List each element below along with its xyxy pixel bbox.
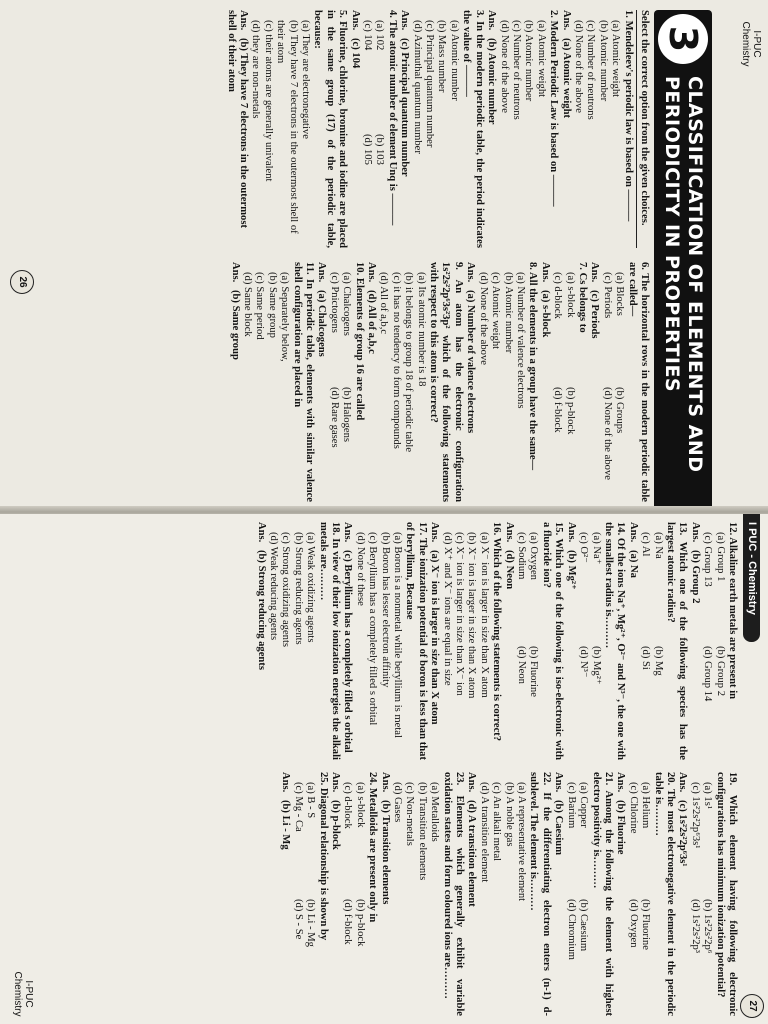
left-running-head-line1: I-PUC (751, 30, 762, 58)
option-pair (577, 522, 589, 760)
answer-label: Ans. (466, 772, 478, 793)
answer-option: (b) 103 (374, 134, 386, 165)
option-pair (361, 10, 373, 248)
question-text: 10. Elements of group 16 are called (353, 262, 365, 421)
answer-option: (b) Fluorine (640, 899, 652, 950)
answer-option: (a) Atomic weight (535, 20, 547, 98)
answer-option: (c) X⁻ ion is larger in size than X⁻ ion (454, 532, 466, 696)
option-pair (515, 522, 527, 760)
answer-option: (d) None of these (354, 532, 366, 606)
answer-option: (d) Same block (242, 272, 253, 337)
answer-value: (b) Transition elements (379, 800, 391, 905)
answer-line (224, 10, 249, 248)
answer-value: (c) Beryllium has a completely filled s orbital (342, 550, 354, 753)
instructions: Select the correct option from the given choices. (636, 10, 650, 248)
answer-label: Ans. (238, 10, 249, 31)
question-text: 11. In periodic table, elements with similar valence shell configuration are placed in (291, 262, 316, 502)
answer-option: (b) Groups (614, 387, 626, 434)
answer-line (559, 10, 571, 248)
answer-label: Ans. (229, 262, 241, 283)
answer-label: Ans. (589, 262, 601, 283)
answer-line (398, 10, 410, 248)
option-pair (613, 262, 625, 502)
right-footer (12, 964, 34, 1024)
answer-value: (b) Atomic number (486, 38, 498, 125)
question-text: 25. Diagonal relationship is shown by (317, 772, 329, 941)
answer-line (676, 772, 688, 1016)
answer-option: (b) Strong reducing agents (292, 532, 304, 645)
answer-option: (a) Oxygen (528, 532, 540, 580)
question-text: 23. Elements which generally exhibit variable oxidation states and form coloured ions are……… (441, 772, 466, 1016)
answer-option: (b) it belongs to group 18 of periodic table (403, 272, 415, 453)
answer-option: (b) Li - Mg (305, 899, 317, 947)
answer-value: (a) Chalcogens (316, 290, 328, 357)
answer-option: (d) Neon (516, 646, 528, 684)
question-text: 16. Which of the following statements is correct? (491, 522, 503, 742)
answer-label: Ans. (255, 522, 267, 543)
answer-option: (a) 1s¹ (702, 782, 714, 810)
question-text: 20. The most electronegative element in the periodic table is……… (652, 772, 676, 1016)
answer-option: (c) Same period (254, 272, 266, 340)
answer-option: (b) Caesium (578, 899, 590, 952)
answer-option: (d) None of the above (498, 20, 510, 113)
answer-option: (b) 1s²2s²2p⁶ (702, 899, 714, 954)
answer-option: (d) S - Se (292, 899, 304, 940)
answer-option: (d) Weak reducing agents (267, 532, 279, 641)
option-pair (600, 262, 612, 502)
answer-option: (d) Oxygen (627, 899, 639, 948)
option-pair (304, 772, 316, 1016)
answer-option: (a) s-block (564, 272, 576, 318)
answer-label: Ans. (399, 10, 411, 31)
answer-option: (b) They have 7 electrons in the outermost shell of their atom (275, 20, 299, 234)
option-pair (701, 522, 713, 760)
answer-label: Ans. (503, 522, 515, 543)
answer-line (626, 522, 638, 760)
answer-option: (a) Group 1 (714, 532, 726, 582)
answer-value: (a) Atomic weight (560, 38, 572, 119)
answer-line (365, 262, 377, 502)
answer-option: (c) Mg - Ca (292, 782, 304, 832)
answer-option: (a) Weak oxidizing agents (305, 532, 317, 643)
answer-option: (b) Halogens (341, 387, 353, 443)
answer-option: (a) Copper (578, 782, 590, 828)
answer-option: (a) Separately below, (279, 272, 291, 362)
answer-label: Ans. (486, 10, 498, 31)
answer-line (464, 262, 476, 502)
answer-option: (d) None of the above (477, 272, 489, 365)
question-text: 8. All the elements in a group have the same— (527, 262, 539, 471)
right-column-1 (254, 522, 738, 760)
left-page-number: 26 (10, 270, 34, 294)
answer-option: (c) Principal quantum number (424, 20, 436, 148)
right-footer-line2: Chemistry (12, 971, 23, 1017)
left-running-head (740, 14, 762, 74)
answer-option: (c) Periods (601, 272, 613, 319)
answer-value: (a) s-block (539, 290, 551, 338)
answer-option: (b) Same group (266, 272, 278, 338)
answer-line (428, 522, 440, 760)
answer-option: (a) Blocks (614, 272, 626, 316)
answer-option: (c) d-block (552, 272, 564, 319)
answer-value: (c) Principal quantum number (399, 38, 411, 177)
answer-value: (a) X⁻ ion is larger in size than X atom (429, 550, 441, 725)
answer-value: (c) Periods (589, 290, 601, 339)
question-text: 21. Among the following the element with highest electro positivity is……… (590, 772, 614, 1016)
answer-option: (c) Barium (565, 782, 577, 829)
answer-option: (a) Number of valence electrons (514, 272, 526, 409)
option-pair (626, 772, 638, 1016)
answer-option: (c) Group 13 (702, 532, 714, 587)
answer-option: (b) p-block (564, 387, 576, 435)
option-pair (353, 772, 365, 1016)
answer-option: (b) Mg (652, 646, 664, 676)
answer-option: (c) Atomic weight (490, 272, 502, 350)
answer-option: (d) 105 (362, 134, 374, 165)
question-text: 18. In view of their low ionization energies the alkali metals are……… (317, 522, 341, 760)
answer-line (254, 522, 266, 760)
answer-option: (c) Number of neutrons (585, 20, 597, 120)
option-pair (291, 772, 303, 1016)
answer-value: (b) Caesium (553, 800, 565, 856)
answer-label: Ans. (677, 772, 689, 793)
answer-option: (a) Atomic number (448, 20, 460, 101)
answer-option: (a) X⁻ ion is larger in size than X atom (478, 532, 490, 698)
question-text: 7. Cs belongs to (576, 262, 588, 333)
option-pair (688, 772, 700, 1016)
option-pair (564, 772, 576, 1016)
answer-option: (d) they are non-metals (250, 20, 262, 119)
answer-option: (b) A noble gas (503, 782, 515, 847)
answer-option: (a) Boron is a nonmetal while beryllium is metal (392, 532, 404, 738)
question-text: 13. Which one of the following species has the largest atomic radius? (664, 522, 689, 760)
answer-line (279, 772, 291, 1016)
answer-line (564, 522, 576, 760)
answer-option: (c) it has no tendency to form compounds (390, 272, 402, 449)
chapter-title (660, 76, 706, 504)
answer-line (348, 10, 360, 248)
answer-option: (d) Azimuthal quantum number (411, 20, 423, 154)
answer-label: Ans. (560, 10, 572, 31)
question-text: 3. In the modern periodic table, the period indicates the value of ——— (461, 10, 485, 248)
option-pair (551, 262, 563, 502)
answer-option: (d) Si (640, 646, 652, 670)
answer-label: Ans. (565, 522, 577, 543)
question-text: 22. If the differentiating electron enters (n-1) d-sublevel. The element is……… (528, 772, 552, 1016)
answer-option: (d) f-block (342, 899, 354, 945)
answer-option: (a) B - S (305, 782, 317, 819)
option-pair (341, 772, 353, 1016)
answer-value: (d) All of a,b,c (366, 290, 378, 354)
answer-line (341, 522, 353, 760)
option-pair (327, 262, 339, 502)
right-column-2 (279, 772, 738, 1016)
answer-line (329, 772, 341, 1016)
answer-option: (d) f-block (552, 387, 564, 433)
answer-option: (c) Strong oxidizing agents (280, 532, 292, 648)
answer-line (502, 522, 514, 760)
option-pair (651, 522, 663, 760)
answer-label: Ans. (689, 522, 701, 543)
answer-option: (b) Atomic number (597, 20, 609, 102)
answer-option: (d) None of the above (601, 387, 613, 480)
question-text: 15. Which one of the following is iso-electronic with a fluoride ion? (540, 522, 565, 760)
answer-option: (c) O²⁻ (578, 532, 590, 563)
answer-option: (a) They are electronegative (300, 20, 312, 139)
chapter-title-line2: PERIODICITY IN PROPERTIES (661, 76, 683, 393)
answer-option: (c) Chlorine (627, 782, 639, 834)
answer-option: (c) d-block (342, 782, 354, 829)
answer-value: (c) 104 (349, 38, 361, 69)
answer-option: (b) Fluorine (528, 646, 540, 697)
answer-value: (a) Na (627, 550, 639, 578)
answer-option: (c) Al (640, 532, 652, 557)
answer-value: (b) Strong reducing agents (255, 550, 267, 670)
answer-option: (b) Transition elements (416, 782, 428, 881)
answer-value: (a) Number of valence electrons (465, 290, 477, 434)
answer-option: (a) Na⁺ (590, 532, 602, 565)
answer-option: (c) An alkali metal (491, 782, 503, 862)
question-text: 14. Of the ions Na⁺, Mg²⁺, O²⁻ and N³⁻, the one with the smallest radius is……… (602, 522, 627, 760)
question-text: 17. The ionization potential of boron is less than that of beryllium, Because (404, 522, 428, 760)
answer-label: Ans. (553, 772, 565, 793)
question-text: 4. The atomic number of element Unq is ——— (386, 10, 398, 226)
answer-option: (c) their atoms are generally univalent (262, 20, 274, 182)
answer-line (688, 522, 700, 760)
right-running-head: I PUC - Chemistry (743, 514, 760, 642)
option-pair (340, 262, 352, 502)
answer-option: (d) A transition element (478, 782, 490, 883)
answer-label: Ans. (280, 772, 292, 793)
answer-option: (b) Mass number (436, 20, 448, 93)
answer-line (552, 772, 564, 1016)
question-text: 1. Mendeleev's periodic law is based on ——— (622, 10, 634, 222)
answer-label: Ans. (342, 522, 354, 543)
answer-option: (c) Sodium (516, 532, 528, 580)
option-pair (527, 522, 539, 760)
question-text: 19. Which element having following electronic configurations has minimum ionization potential? (714, 772, 738, 1016)
question-text: 5. Fluorine, chlorine, bromine and iodine are placed in the same group (17) of the periodic table, because: (312, 10, 349, 248)
answer-label: Ans. (539, 262, 551, 283)
answer-line (538, 262, 550, 502)
left-column-2 (228, 262, 650, 502)
answer-option: (c) Pnictogens (328, 272, 340, 333)
option-pair (639, 772, 651, 1016)
answer-option: (d) X⁺ and X⁻ ions are equal in size (441, 532, 453, 686)
answer-line (378, 772, 390, 1016)
question-text: 2. Modern Periodic Law is based on ——— (548, 10, 560, 207)
question-text: 24. Metalloids are present only in (367, 772, 379, 923)
answer-option: (d) All of a,b,c (378, 272, 390, 335)
answer-label: Ans. (330, 772, 341, 793)
left-column-1 (224, 10, 650, 248)
answer-option: (c) 104 (362, 20, 374, 51)
option-pair (639, 522, 651, 760)
answer-option: (d) 1s²2s²2p³ (689, 899, 701, 953)
option-pair (713, 522, 725, 760)
answer-line (465, 772, 477, 1016)
answer-value: (b) Group 2 (689, 550, 701, 604)
option-pair (577, 772, 589, 1016)
question-text: 12. Alkaline earth metals are present in (727, 522, 738, 700)
answer-line (588, 262, 600, 502)
answer-option: (c) 1s²2s²2p⁶3s¹ (689, 782, 701, 849)
answer-option: (a) Chalcogens (341, 272, 353, 336)
option-pair (563, 262, 575, 502)
answer-value: (b) Same group (229, 290, 241, 360)
answer-option: (a) Its atomic number is 18 (415, 272, 427, 387)
answer-value: (d) A transition element (466, 800, 478, 907)
answer-option: (a) s-block (354, 782, 366, 828)
answer-option: (a) A representative element (516, 782, 528, 902)
answer-option: (a) Atomic weight (610, 20, 622, 98)
answer-option: (d) Group 14 (702, 646, 714, 702)
answer-label: Ans. (366, 262, 378, 283)
option-pair (701, 772, 713, 1016)
answer-option: (a) Na (652, 532, 664, 559)
answer-option: (b) X⁻ ion is larger in size than X atom (466, 532, 478, 699)
answer-value: (b) Li - Mg (280, 800, 292, 850)
answer-label: Ans. (379, 772, 391, 793)
chapter-number: 3 (658, 14, 708, 64)
answer-label: Ans. (316, 262, 328, 283)
answer-option: (d) Rare gases (328, 387, 340, 448)
answer-option: (d) None of the above (572, 20, 584, 113)
left-running-head-line2: Chemistry (740, 21, 751, 67)
answer-option: (b) Atomic number (502, 272, 514, 354)
answer-option: (b) Atomic number (523, 20, 535, 102)
answer-value: (b) Fluorine (615, 800, 627, 855)
answer-line (614, 772, 626, 1016)
option-pair (589, 522, 601, 760)
answer-option: (d) Chromium (565, 899, 577, 960)
answer-label: Ans. (349, 10, 361, 31)
answer-option: (c) Beryllium has a completely filled s orbital (367, 532, 379, 726)
answer-value: (b) p-block (330, 800, 341, 850)
answer-option: (b) Group 2 (714, 646, 726, 697)
answer-line (315, 262, 327, 502)
answer-value: (d) Neon (503, 550, 515, 590)
answer-option: (c) Number of neutrons (510, 20, 522, 120)
answer-option: (a) Helium (640, 782, 652, 829)
right-page (0, 514, 768, 1024)
answer-label: Ans. (627, 522, 639, 543)
answer-line (485, 10, 497, 248)
chapter-title-line1: CLASSIFICATION OF ELEMENTS AND (684, 76, 706, 473)
answer-value: (b) Mg²⁺ (565, 550, 577, 590)
answer-option: (d) N³⁻ (578, 646, 590, 678)
question-text: 9. An atom has the electronic configuration 1s²2s²2p⁶3s²3p² which of the following statements with respect to this atom is correct? (428, 262, 464, 502)
answer-label: Ans. (429, 522, 441, 543)
left-page (0, 0, 768, 510)
answer-option: (a) 102 (374, 20, 386, 51)
answer-option: (b) Boron has lesser electron affinity (379, 532, 391, 688)
answer-value: (c) 1s²2s²2p⁶3s¹ (677, 800, 689, 867)
question-text: 6. The horizontal rows in the modern periodic table are called— (626, 262, 650, 502)
answer-option: (c) Non-metals (404, 782, 416, 846)
right-page-number: 27 (740, 994, 764, 1018)
answer-label: Ans. (615, 772, 627, 793)
option-pair (373, 10, 385, 248)
answer-option: (a) Metalloids (429, 782, 441, 842)
answer-option: (b) Mg²⁺ (590, 646, 602, 685)
answer-option: (d) Gases (392, 782, 404, 823)
right-footer-line1: I-PUC (23, 980, 34, 1008)
answer-value: (b) They have 7 electrons in the outermost shell of their atom (225, 10, 249, 228)
answer-option: (b) p-block (354, 899, 366, 947)
answer-label: Ans. (465, 262, 477, 283)
chapter-banner (654, 10, 712, 508)
answer-line (228, 262, 240, 502)
